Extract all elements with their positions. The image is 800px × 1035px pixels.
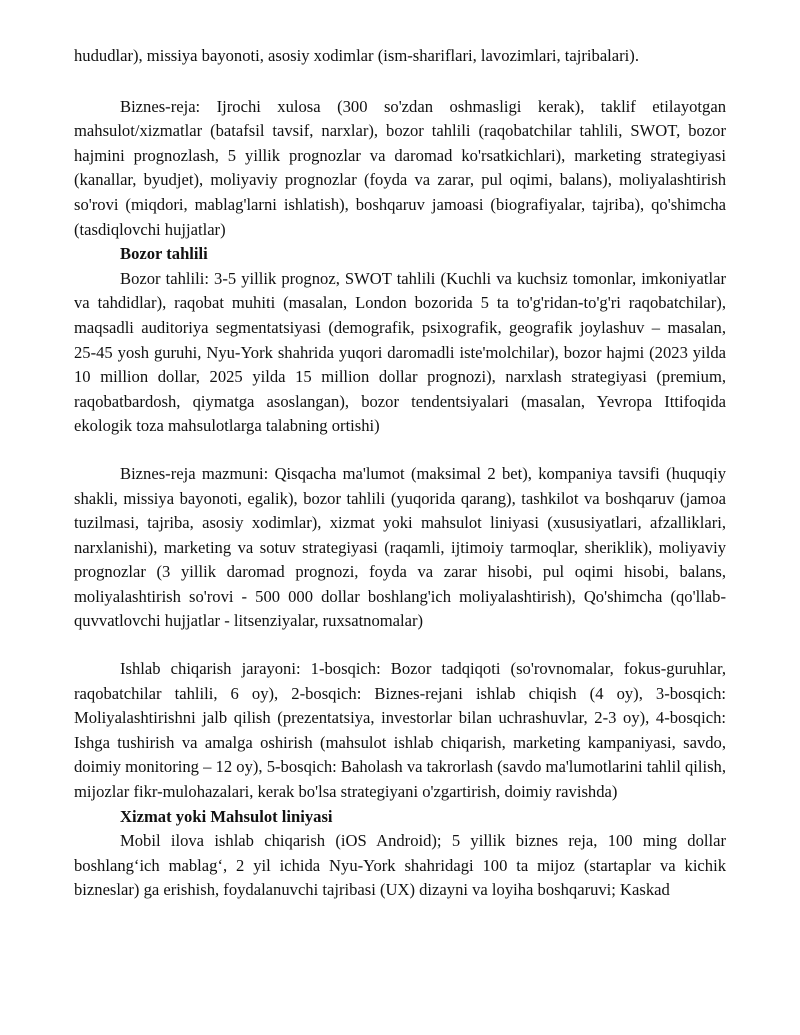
paragraph-bozor-tahlili: Bozor tahlili: 3-5 yillik prognoz, SWOT tahlili (Kuchli va kuchsiz tomonlar, imkoniyatlar va tahdidlar), raqobat muhiti (masalan, London bozorida 5 ta to'g'ridan-to'g'ri raqobatchilar), maqsadli auditoriya segmentatsiyasi (demografik, psixografik, geografik joylashuv – masalan, 25-45 yosh guruhi, Nyu-York shahrida yuqori daromadli iste'molchilar), bozor hajmi (2023 yilda 10 million dollar, 2025 yilda 15 million dollar prognozi), narxlash strategiyasi (premium, raqobatbardosh, qiymatga asoslangan), bozor tendentsiyalari (masalan, Yevropa Ittifoqida ekologik toza mahsulotlarga talabning ortishi) (74, 268, 726, 436)
paragraph-biznes-reja-mazmuni: Biznes-reja mazmuni: Qisqacha ma'lumot (maksimal 2 bet), kompaniya tavsifi (huquqiy shakli, missiya bayonoti, egalik), bozor tahlili (yuqorida qarang), tashkilot va boshqaruv (jamoa tuzilmasi, tajriba, asosiy xodimlar), xizmat yoki mahsulot liniyasi (xususiyatlari, afzalliklari, narxlanishi), marketing va sotuv strategiyasi (raqamli, ijtimoiy tarmoqlar, sheriklik), moliyaviy prognozlar (3 yillik daromad prognozi, foyda va zarar hisobi, pul oqimi hisobi, balans, moliyalashtirish so'rovi - 500 000 dollar boshlang'ich moliyalashtirish), Qo'shimcha (qo'llab-quvvatlovchi hujjatlar - litsenziyalar, ruxsatnomalar) (74, 463, 726, 631)
document-page (74, 44, 726, 903)
paragraph-intro: hududlar), missiya bayonoti, asosiy xodimlar (ism-shariflari, lavozimlari, tajribalari). (74, 46, 639, 65)
heading-bozor-tahlili: Bozor tahlili (120, 244, 208, 264)
paragraph-ishlab-chiqarish: Ishlab chiqarish jarayoni: 1-bosqich: Bozor tadqiqoti (so'rovnomalar, fokus-guruhlar, raqobatchilar tahlili, 6 oy), 2-bosqich: Biznes-rejani ishlab chiqish (4 oy), 3-bosqich: Moliyalashtirishni jalb qilish (prezentatsiya, investorlar bilan uchrashuvlar, 2-3 oy), 4-bosqich: Ishga tushirish va amalga oshirish (mahsulot ishlab chiqarish, marketing kampaniyasi, savdo, doimiy monitoring – 12 oy), 5-bosqich: Baholash va takrorlash (savdo ma'lumotlarini tahlil qilish, mijozlar fikr-mulohazalari, kerak bo'lsa strategiyani o'zgartirish, doimiy ravishda) (74, 659, 726, 802)
paragraph-biznes-reja: Biznes-reja: Ijrochi xulosa (300 so'zdan oshmasligi kerak), taklif etilayotgan mahsulot/xizmatlar (batafsil tavsif, narxlar), bozor tahlili (raqobatchilar tahlili, SWOT, bozor hajmini prognozlash, 5 yillik prognozlar va daromad ko'rsatkichlari), marketing strategiyasi (kanallar, byudjet), moliyaviy prognozlar (foyda va zarar, pul oqimi, balans), moliyalashtirish so'rovi (miqdori, mablag'larni ishlatish), boshqaruv jamoasi (biografiyalar, tajriba), qo'shimcha (tasdiqlovchi hujjatlar) (74, 96, 726, 239)
heading-xizmat-mahsulot: Xizmat yoki Mahsulot liniyasi (120, 806, 333, 826)
paragraph-xizmat-mahsulot: Mobil ilova ishlab chiqarish (iOS Android); 5 yillik biznes reja, 100 ming dollar boshlang‘ich mablag‘, 2 yil ichida Nyu-York shahridagi 100 ta mijoz (startaplar va kichik bizneslar) ga erishish, foydalanuvchi tajribasi (UX) dizayni va loyiha boshqaruvi; Kaskad (74, 831, 726, 900)
